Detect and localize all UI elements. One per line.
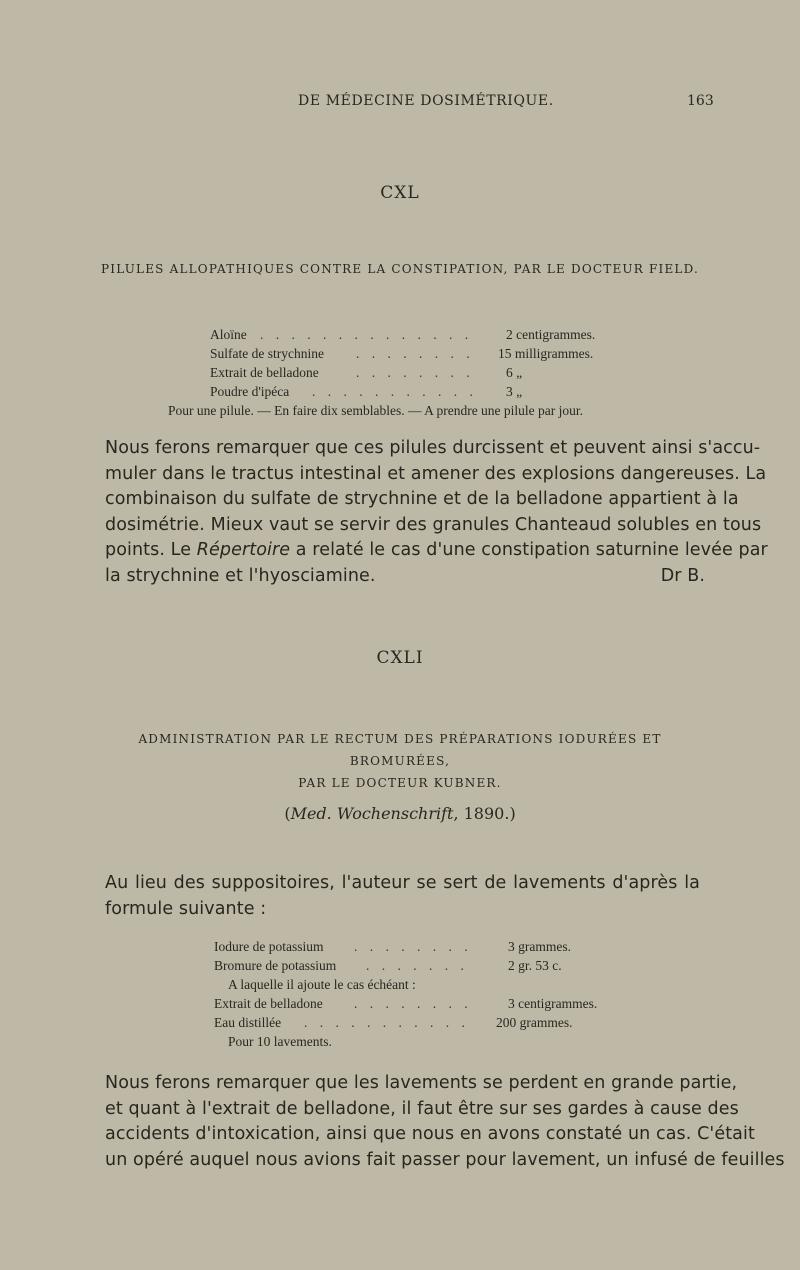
page-number: 163 [687, 93, 714, 109]
paragraph-line: Nous ferons remarquer que les lavements se perdent en grande partie, [105, 1073, 738, 1093]
ingredient-name: Sulfate de strychnine [210, 346, 324, 361]
section-title-line: PAR LE DOCTEUR KUBNER. [298, 776, 502, 790]
journal-year: , 1890. [453, 804, 510, 823]
paragraph-line [105, 564, 705, 590]
ingredient-name: Poudre d'ipéca [210, 384, 290, 399]
recipe-instructions-cxl: Pour une pilule. — En faire dix semblables. — A prendre une pilule par jour. [168, 403, 584, 418]
paragraph-cxli [105, 1071, 785, 1173]
text-run: a relaté le cas d'une constipation saturnine levée par [290, 540, 768, 561]
running-head [0, 93, 800, 113]
signature: Dr B. [660, 565, 705, 586]
repertoire-title: Répertoire [196, 540, 291, 561]
recipe-cxli [214, 937, 634, 1051]
ingredient-name: Iodure de potassium [214, 939, 324, 954]
ingredient-quantity: 6 „ [506, 365, 523, 380]
paragraph-line: un opéré auquel nous avions fait passer pour lavement, un infusé de feuilles [105, 1149, 785, 1170]
ingredient-quantity: 3 „ [506, 384, 523, 399]
paragraph-line: accidents d'intoxication, ainsi que nous en avons constaté un cas. C'était [105, 1124, 755, 1145]
running-head-title: DE MÉDECINE DOSIMÉTRIQUE. [298, 93, 554, 109]
text-run: points. Le [105, 540, 197, 561]
paragraph-intro-cxli [105, 871, 700, 922]
recipe-row: Sulfate de strychnine . . . . . . . . 15 milligrammes. [210, 346, 594, 361]
section-number-cxl: CXL [380, 183, 420, 203]
recipe-row: Aloïne . . . . . . . . . . . . . . 2 centigrammes. [210, 327, 596, 342]
ingredient-quantity: 200 grammes. [496, 1015, 573, 1030]
ingredient-quantity: 2 gr. 53 c. [508, 958, 562, 973]
journal-name: Med. Wochenschrift [290, 804, 454, 823]
section-number-cxli: CXLI [376, 648, 424, 668]
paragraph-line [105, 538, 768, 564]
recipe-row: Iodure de potassium . . . . . . . . 3 grammes. [214, 939, 571, 954]
ingredient-quantity: 15 milligrammes. [498, 346, 594, 361]
recipe-footer: Pour 10 lavements. [228, 1034, 332, 1049]
section-title-cxli [100, 728, 700, 794]
ingredient-name: Eau distillée [214, 1015, 282, 1030]
source-citation: (Med. Wochenschrift, 1890.) [284, 804, 516, 823]
paragraph-line: Au lieu des suppositoires, l'auteur se sert de lavements d'après la [105, 873, 700, 893]
paragraph-line: formule suivante : [105, 898, 267, 919]
paragraph-line: et quant à l'extrait de belladone, il faut être sur ses gardes à cause des [105, 1098, 739, 1119]
section-title-cxl: PILULES ALLOPATHIQUES CONTRE LA CONSTIPATION, PAR LE DOCTEUR FIELD. [101, 262, 699, 276]
paragraph-line: dosimétrie. Mieux vaut se servir des granules Chanteaud solubles en tous [105, 514, 762, 535]
ingredient-quantity: 2 centigrammes. [506, 327, 596, 342]
paragraph-cxl [105, 436, 768, 590]
ingredient-name: Extrait de belladone [210, 365, 319, 380]
recipe-row: Extrait de belladone . . . . . . . . 6 „ [210, 365, 523, 380]
recipe-cxl [210, 325, 630, 401]
recipe-row: Extrait de belladone . . . . . . . . 3 centigrammes. [214, 996, 598, 1011]
text-run: la strychnine et l'hyosciamine. [105, 565, 376, 586]
recipe-row [214, 975, 634, 994]
ingredient-note: A laquelle il ajoute le cas échéant : [228, 977, 416, 992]
ingredient-name: Aloïne [210, 327, 247, 342]
recipe-row: Poudre d'ipéca . . . . . . . . . . . 3 „ [210, 384, 523, 399]
ingredient-quantity: 3 centigrammes. [508, 996, 598, 1011]
ingredient-name: Extrait de belladone [214, 996, 323, 1011]
paragraph-line: Nous ferons remarquer que ces pilules durcissent et peuvent ainsi s'accu- [105, 438, 761, 458]
recipe-row: Eau distillée . . . . . . . . . . . 200 grammes. [214, 1015, 573, 1030]
paragraph-line: muler dans le tractus intestinal et amener des explosions dangereuses. La [105, 463, 767, 484]
recipe-row: Bromure de potassium . . . . . . . 2 gr. 53 c. [214, 958, 562, 973]
ingredient-quantity: 3 grammes. [508, 939, 571, 954]
paragraph-line: combinaison du sulfate de strychnine et de la belladone appartient à la [105, 489, 739, 510]
ingredient-name: Bromure de potassium [214, 958, 337, 973]
section-title-line: ADMINISTRATION PAR LE RECTUM DES PRÉPARATIONS IODURÉES ET BROMURÉES, [138, 732, 662, 768]
recipe-row [214, 1032, 634, 1051]
